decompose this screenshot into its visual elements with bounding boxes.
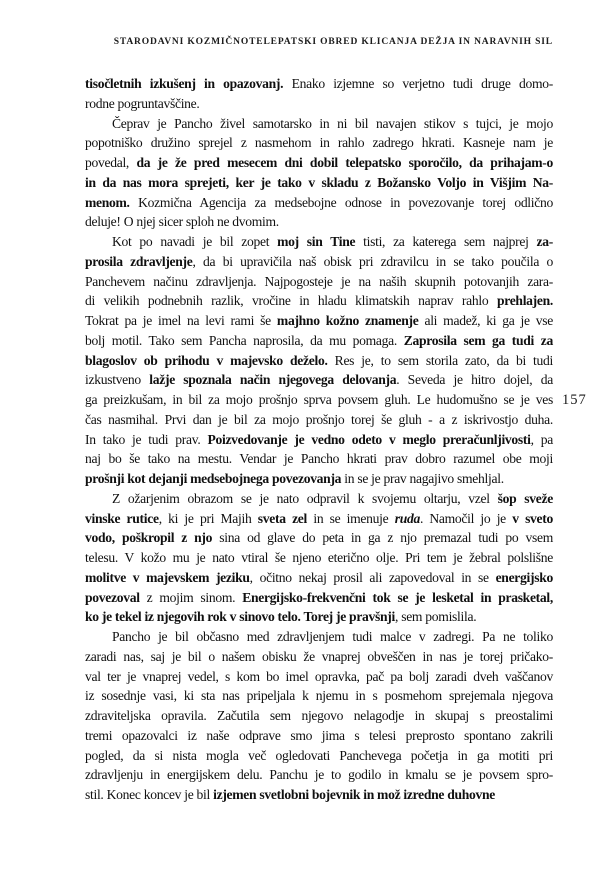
text-run: iz sosednje vasi, ki sta nas pripeljala k njemu in s posmehom sprejemala njegova: [85, 688, 553, 704]
text-run: Z ožarjenim obrazom se je nato odpravil k svojemu oltarju, vzel: [112, 490, 498, 506]
text-run: povezoval: [85, 589, 140, 605]
text-run: molitve v majevskem jeziku: [85, 569, 250, 585]
text-run: prosila zdravljenje: [85, 253, 193, 269]
text-line: [85, 528, 553, 548]
text-line: [85, 94, 553, 114]
text-line: [85, 193, 553, 213]
text-run: ali madež, ki ga je vse: [418, 313, 553, 328]
text-run: Panchevem načinu zdravljenja. Najpogosteje je na naših skupnih potovanjih zara-: [85, 273, 553, 289]
text-run: da je že pred mesecem dni dobil telepatsko sporočilo, da prihajam-o: [136, 155, 553, 170]
text-run: pogled, da si nista mogla več ogledovati Panchevega početja in ga motiti pri: [85, 747, 553, 763]
text-line: [85, 765, 553, 785]
text-line: [85, 331, 553, 351]
text-run: ga preizkušam, in bil za mojo prošnjo sprva povsem gluh. Le hudomušno se je ves: [85, 392, 553, 407]
text-run: izjemen svetlobni bojevnik in mož izredne duhovne: [213, 787, 495, 802]
text-run: ko je tekel iz njegovih rok v sinovo telo. Torej je pravšnji: [85, 609, 396, 625]
text-run: naj bo še tako na mestu. Vendar je Pancho hkrati prav dobro razumel obe moji: [85, 451, 553, 467]
running-header: STARODAVNI KOZMIČNOTELEPATSKI OBRED KLICANJA DEŽJA IN NARAVNIH SIL: [113, 37, 553, 47]
text-run: bolj motil. Tako sem Pancha naprosila, da mu pomaga.: [85, 332, 404, 348]
text-line: [85, 173, 553, 193]
text-line: [85, 627, 553, 647]
text-line: [85, 133, 553, 153]
text-run: Poizvedovanje je vedno odeto v meglo preračunljivosti: [207, 431, 531, 447]
text-line: [85, 647, 553, 667]
text-run: in se imenuje: [307, 510, 395, 526]
text-run: čas nasmihal. Prvi dan je bil za mojo prošnjo torej še gluh - a z iskrivostjo duha.: [85, 411, 553, 427]
text-run: sina od glave do peta in ga z njo premazal tudi po vsem: [212, 530, 553, 546]
text-run: majhno kožno znamenje: [276, 313, 419, 328]
text-line: [85, 272, 553, 292]
text-run: sveta zel: [257, 510, 308, 526]
text-run: izkustveno: [85, 372, 150, 388]
text-line: [85, 785, 553, 805]
text-run: zaradi nas, saj je bil o našem obisku že vnaprej obveščen in nas je torej pričako-: [85, 648, 553, 664]
text-run: in se je prav nagajivo smehljal.: [341, 471, 504, 486]
text-run: vinske rutice: [85, 510, 159, 526]
text-line: [85, 153, 553, 173]
text-run: stil. Konec koncev je bil: [85, 787, 214, 802]
text-line: [85, 232, 553, 252]
text-run: prošnji kot dejanji medsebojnega povezovanja: [85, 471, 342, 486]
text-run: deluje! O njej sicer sploh ne dvomim.: [85, 214, 279, 230]
text-run: rodne pogruntavščine.: [85, 95, 200, 111]
text-run: in da nas mora sprejeti, ker je tako v skladu z Božansko Voljo in Višjim Na-: [85, 174, 553, 190]
text-run: Tokrat pa je imel na levi rami še: [85, 313, 277, 328]
text-line: [85, 509, 553, 529]
text-line: [85, 74, 553, 94]
text-line: [85, 726, 553, 746]
text-line: [85, 667, 553, 687]
text-run: vodo, poškropil z njo: [85, 530, 213, 546]
text-run: In tako je tudi prav.: [85, 431, 208, 447]
text-run: val ter je vnaprej vedel, s kom bo imel opravka, pač pa bolj zaradi dveh vaščanov: [85, 668, 553, 684]
text-run: šop sveže: [497, 490, 553, 506]
text-run: Zaprosila sem ga tudi za: [403, 332, 553, 348]
text-line: [85, 291, 553, 311]
text-run: menom.: [85, 194, 130, 210]
text-line: [85, 449, 553, 469]
text-run: , da bi upravičila naš obisk pri zdravilcu in se tako poučila o: [192, 253, 553, 269]
text-run: Enako izjemne so verjetno tudi druge domo-: [283, 76, 553, 91]
text-run: tremi opazovalci iz naše odprave smo jima s telesi preprosto spontano zakrili: [85, 727, 553, 743]
page-number: 157: [562, 392, 587, 408]
text-line: [85, 568, 553, 588]
text-line: [85, 489, 553, 509]
text-line: [85, 607, 553, 627]
text-run: prehlajen.: [496, 293, 553, 309]
text-run: zdravljenju in energijskem delu. Panchu je to godilo in kmalu se je povsem spro-: [85, 767, 553, 783]
body-text: [85, 74, 553, 805]
text-line: [85, 686, 553, 706]
text-line: [85, 351, 553, 371]
text-line: [85, 706, 553, 726]
text-run: , sem pomislila.: [395, 609, 477, 625]
text-line: [85, 390, 553, 410]
text-line: [85, 212, 553, 232]
text-run: moj sin Tine: [277, 234, 356, 249]
text-run: tisočletnih izkušenj in opazovanj.: [85, 76, 284, 91]
text-run: Kozmična Agencija za medsebojne odnose in povezovanje torej odlično: [129, 194, 553, 210]
text-run: za-: [536, 234, 554, 249]
text-run: lažje spoznala način njegovega delovanja: [149, 372, 397, 388]
text-run: . Namočil jo je: [419, 510, 513, 526]
text-run: ruda: [394, 510, 420, 526]
text-run: Pancho je bil občasno med zdravljenjem tudi malce v zadregi. Pa ne toliko: [112, 629, 553, 644]
text-run: di velikih podnebnih razlik, vročine in hladu klimatskih naprav rahlo: [85, 293, 497, 309]
text-run: , pa: [530, 431, 553, 447]
text-line: [85, 370, 553, 390]
text-run: energijsko: [495, 569, 553, 585]
text-run: v sveto: [512, 510, 554, 526]
text-run: zdraviteljska opravila. Začutila sem njegovo nelagodje in skupaj s preostalimi: [85, 708, 553, 723]
text-line: [85, 252, 553, 272]
text-line: [85, 746, 553, 766]
text-run: Energijsko-frekvenčni tok se je lesketal in prasketal,: [242, 589, 553, 605]
text-line: [85, 588, 553, 608]
text-line: [85, 469, 553, 489]
text-line: [85, 114, 553, 134]
text-run: povedal,: [85, 155, 137, 170]
text-run: Kot po navadi je bil zopet: [112, 234, 278, 249]
text-line: [85, 548, 553, 568]
text-run: tisti, za katerega sem najprej: [355, 234, 537, 249]
text-run: , ki je pri Majih: [158, 510, 258, 526]
text-line: [85, 311, 553, 331]
text-run: Res je, to sem storila zato, da bi tudi: [327, 352, 553, 368]
text-line: [85, 430, 553, 450]
text-line: [85, 410, 553, 430]
text-run: z mojim sinom.: [139, 589, 243, 605]
text-run: blagoslov ob prihodu v majevsko deželo.: [85, 352, 328, 368]
text-run: Čeprav je Pancho živel samotarsko in ni bil navajen stikov s tujci, je mojo: [112, 115, 553, 131]
text-run: . Seveda je hitro dojel, da: [396, 372, 553, 388]
text-run: , očitno nekaj prosil ali zapovedoval in se: [249, 569, 496, 585]
text-run: telesu. V kožo mu je nato vtiral še njeno eterično olje. Pri tem je žebral polslišne: [85, 550, 553, 565]
text-run: popotniško družino sprejel z nasmehom in rahlo zadrego hkrati. Kasneje nam je: [85, 135, 553, 151]
